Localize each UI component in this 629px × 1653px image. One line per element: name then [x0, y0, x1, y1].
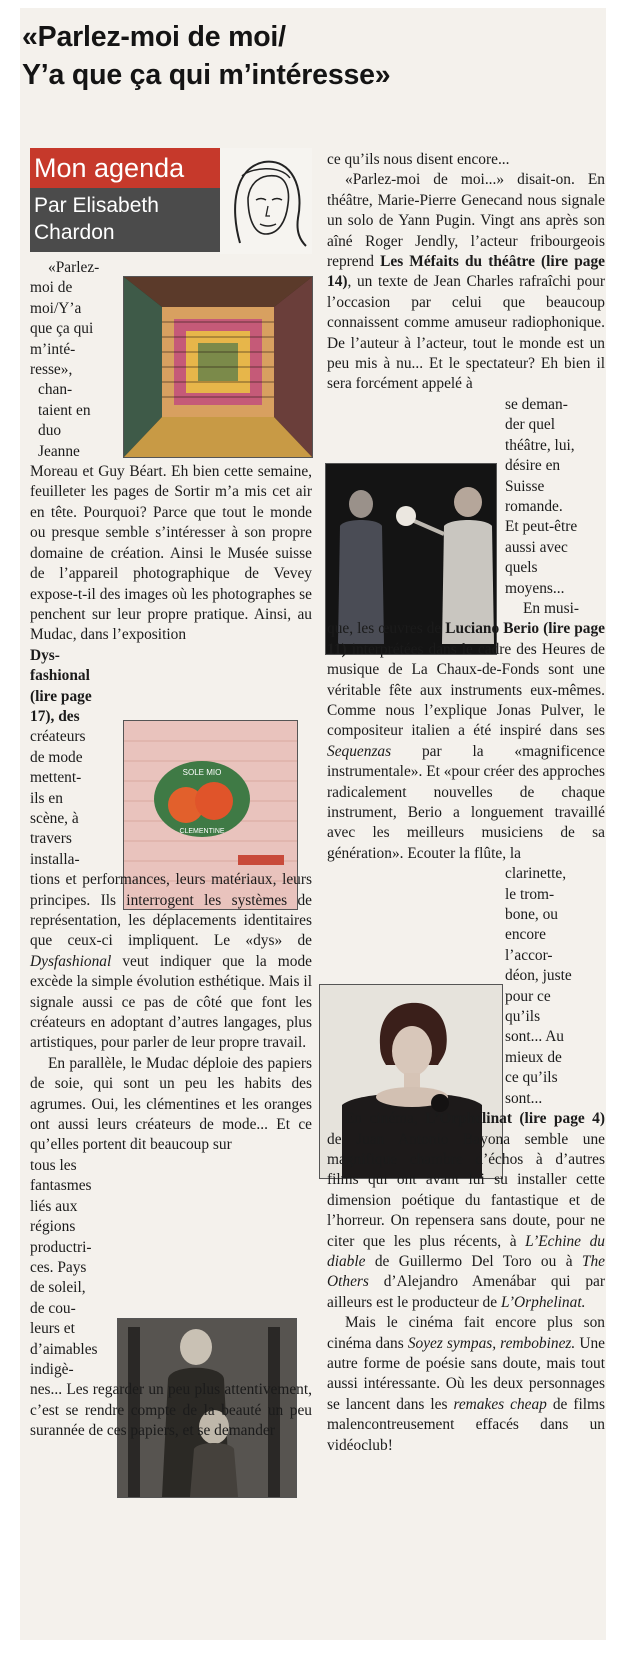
text-line: taient en: [38, 401, 91, 419]
text-line: se deman-: [505, 395, 568, 413]
text-line: théâtre, lui,: [505, 436, 575, 454]
text-line: ils en: [30, 789, 63, 807]
left-column: [30, 258, 312, 1442]
wrap-block-theatre: [327, 395, 605, 619]
text-line: travers: [30, 830, 72, 848]
headline: [22, 18, 582, 94]
text-line: der quel: [505, 416, 555, 434]
paragraph-dysfashional: tions et performances, leurs matériaux, leurs principes. Ils interrogent les systèmes de représentation, les déplacements identitaires que ceux-ci impliquent. Le «dys» de Dysfashional veut indiquer que la mode excède la simple évolution esthétique. Mais il signale aussi ce pas de côté que font les créateurs en adoptant d’autres langages, plus artistiques, pour parler de leur propre travail.: [30, 871, 312, 1052]
paragraph-citrus-end: nes... Les regarder un peu plus attentivement, c’est se rendre compte de la beauté un peu surannée de ces papiers, et se demander: [30, 1381, 312, 1440]
text-line: bone, ou: [505, 906, 559, 924]
text-line: mieux de: [505, 1048, 562, 1066]
text-line: clarinette,: [505, 865, 567, 883]
text-line: l’accor-: [505, 946, 553, 964]
text-line: 17), des: [30, 707, 80, 725]
text-line: régions: [30, 1218, 76, 1236]
paragraph-intro: Moreau et Guy Béart. Eh bien cette semaine, feuilleter les pages de Sortir m’a mis cet air en tête. Pourquoi? Parce que tout le monde ou presque semble s’intéresser à son propre domaine de création. Ainsi le Musée suisse de l’appareil photographique de Vevey expose-t-il des images où les photographes se penchent sur leur propre pratique. Ainsi, au Mudac, dans l’exposition: [30, 463, 312, 644]
text-line: liés aux: [30, 1197, 78, 1215]
paragraph-theatre: «Parlez-moi de moi...» disait-on. En théâtre, Marie-Pierre Genecand nous signale un solo de Yann Pugin. Vingt ans après son aîné Roger Jendly, l’acteur fribourgeois reprend Les Méfaits du théâtre (lire page 14), un texte de Jean Charles rafraîchi pour l’occasion par celui que beaucoup connaissent comme amuseur radiophonique. De l’auteur à l’acteur, tout le monde est un peu mis à nu... Et le spectateur? Eh bien il sera forcément appelé à: [327, 171, 605, 393]
text-line: romande.: [505, 497, 563, 515]
text-line: ce qu’ils nous disent encore...: [327, 151, 510, 168]
text-line: sont...: [505, 1089, 543, 1107]
text-line: sont... Au: [505, 1028, 565, 1046]
text-line-bold: fashional: [30, 667, 90, 685]
byline-line-2: Chardon: [34, 221, 115, 244]
text-line: indigè-: [30, 1360, 74, 1378]
headline-line-1: «Parlez-moi de moi/: [22, 21, 286, 53]
text-line: Suisse: [505, 477, 545, 495]
text-line: tous les: [30, 1156, 77, 1174]
agenda-tag: Mon agenda: [30, 148, 220, 188]
text-line: ce qu’ils: [505, 1069, 558, 1087]
text-line: leurs et: [30, 1320, 75, 1338]
text-line: quels: [505, 559, 538, 577]
right-column: [327, 150, 605, 1456]
text-line-bold: Dys-: [30, 646, 60, 664]
text-line: duo: [38, 422, 62, 440]
text-line: chan-: [38, 381, 73, 399]
paragraph-citrus: En parallèle, le Mudac déploie des papiers de soie, qui sont un peu les habits des agrumes. Oui, les clémentines et les oranges ont aussi leurs créateurs de mode... Et ce qu’elles portent dit beaucoup sur: [30, 1054, 312, 1154]
text-line: moi de: [30, 279, 73, 297]
text-line: ces. Pays: [30, 1258, 87, 1276]
byline-line-1: Par Elisabeth: [34, 194, 159, 217]
text-line: mettent-: [30, 769, 82, 787]
paragraph-rembobinez: Mais le cinéma fait encore plus son cinéma dans Soyez sympas, rembobinez. Une autre forme de poésie sans doute, mais tout aussi intéressante. Où les deux personnages se lancent dans les remakes cheap de films malencontreusement effacés dans un vidéoclub!: [327, 1314, 605, 1454]
wrapper-label-top: SOLE MIO: [182, 768, 222, 777]
author-portrait-sketch: [220, 148, 312, 254]
text-line: Et peut-être: [505, 518, 578, 536]
text-line: d’aimables: [30, 1340, 98, 1358]
text-line: resse»,: [30, 361, 73, 379]
text-line: En musi-: [523, 599, 580, 617]
text-line: de cou-: [30, 1299, 76, 1317]
paragraph-cinema: En cinéma, L’Orphelinat (lire page 4) de Juan Antonio Bayona semble une magnifique chambre d’échos à d’autres films qui ont avant lui su installer cette dimension poétique du fantastique et de l’horreur. On repensera sans doute, pour ne citer que les plus récents, à L’Echine du diable de Guillermo Del Toro ou à The Others d’Alejandro Amenábar qui par ailleurs est le producteur de L’Orphelinat.: [327, 1110, 605, 1311]
text-line: de soleil,: [30, 1279, 86, 1297]
text-line: encore: [505, 926, 547, 944]
text-line: moi/Y’a: [30, 299, 82, 317]
text-line: aussi avec: [505, 538, 568, 556]
text-line: créateurs: [30, 728, 86, 746]
text-line: désire en: [505, 457, 561, 475]
paragraph-music: que, les œuvres de Luciano Berio (lire page 11) interprétées dans le cadre des Heures de musique de La Chaux-de-Fonds sont une véritable fête aux instruments eux-mêmes. Comme nous l’explique Jonas Pulver, le compositeur italien a été inspiré dans ses Sequenzas par la «magnificence instrumentale». Et «pour créer des approches radicalement nouvelles de chaque instrument, Berio a longuement travaillé avec les meilleurs musiciens de sa génération». Ecouter la flûte, la: [327, 620, 605, 862]
wrap-block-music: [327, 864, 605, 1109]
headline-line-2: Y’a que ça qui m’intéresse»: [22, 59, 391, 91]
text-line: déon, juste: [505, 967, 572, 985]
text-line: productri-: [30, 1238, 92, 1256]
text-line: m’inté-: [30, 340, 76, 358]
text-line: Jeanne: [38, 442, 80, 460]
text-line: installa-: [30, 850, 80, 868]
text-line: scène, à: [30, 809, 79, 827]
text-line-bold: (lire page: [30, 687, 92, 705]
text-line: fantasmes: [30, 1177, 92, 1195]
wrapper-label-bottom: CLEMENTINE: [179, 828, 225, 835]
text-line: que ça qui: [30, 320, 94, 338]
text-line: de mode: [30, 748, 83, 766]
text-line: le trom-: [505, 885, 555, 903]
agenda-byline: [30, 188, 220, 252]
text-line: pour ce: [505, 987, 551, 1005]
agenda-header: [30, 148, 220, 252]
text-line: «Parlez-: [48, 259, 100, 276]
text-line: moyens...: [505, 579, 565, 597]
text-line: qu’ils: [505, 1008, 541, 1026]
